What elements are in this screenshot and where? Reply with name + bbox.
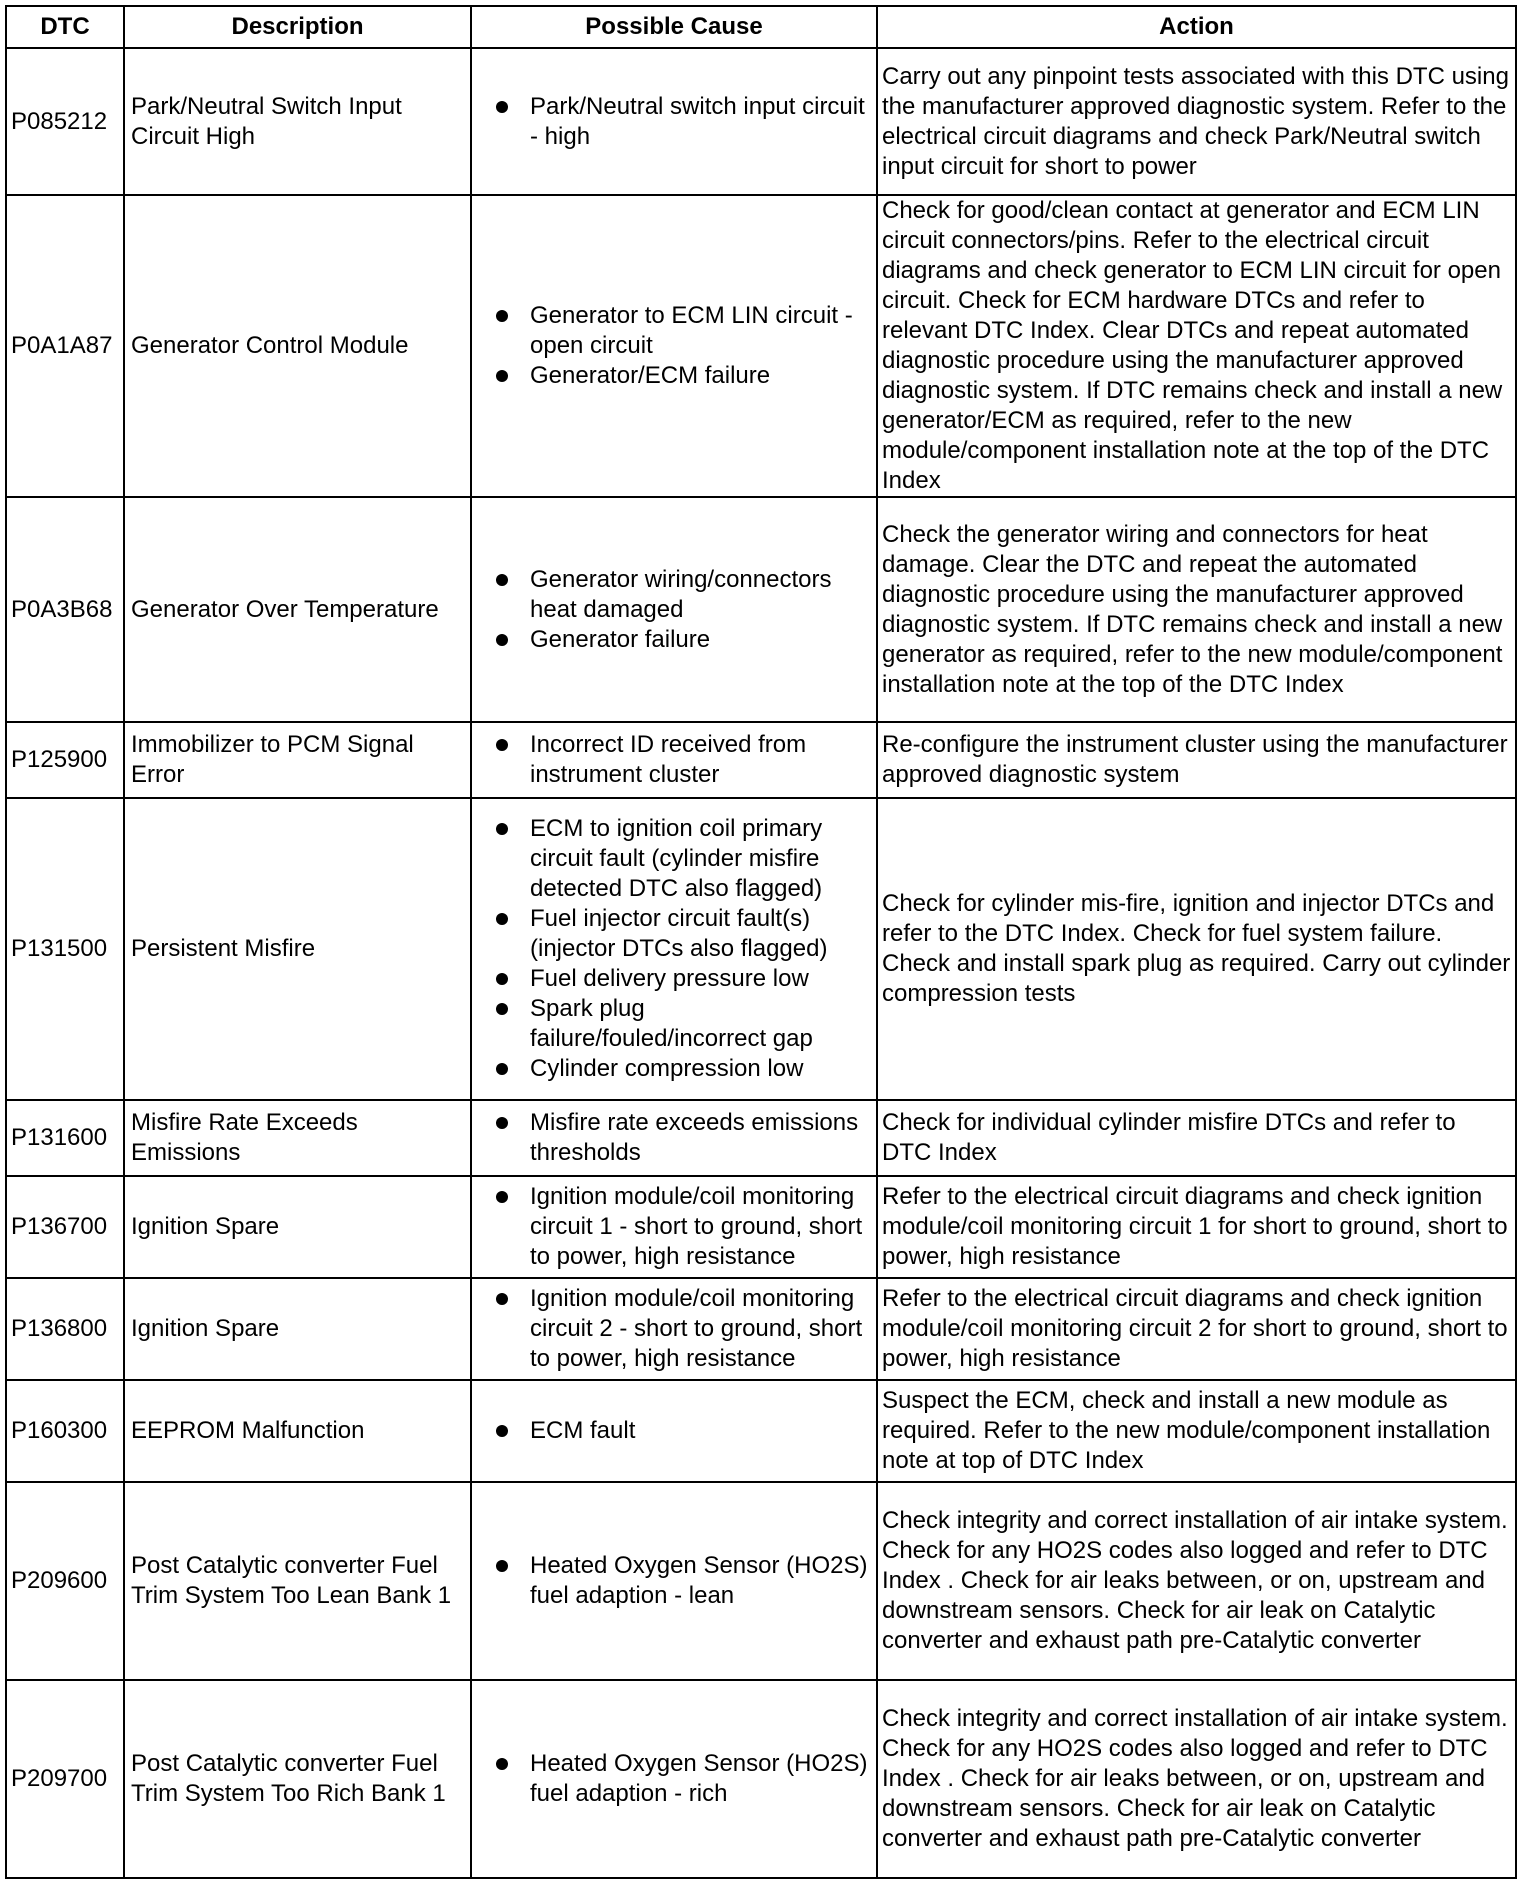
cause-list-item: Generator failure [496,625,872,655]
cause-list [476,814,872,1084]
cause-list-item: Ignition module/coil monitoring circuit 1 - short to ground, short to power, high resistance [496,1182,872,1272]
action-text: Refer to the electrical circuit diagrams and check ignition module/coil monitoring circuit 1 for short to ground, short to power, high resistance [877,1176,1516,1278]
dtc-description: Post Catalytic converter Fuel Trim System Too Rich Bank 1 [124,1680,471,1878]
header-dtc: DTC [6,6,124,48]
possible-cause-cell [471,1100,877,1176]
cause-list-item: Generator/ECM failure [496,361,872,391]
header-row [6,6,1516,48]
cause-list-item: Generator wiring/connectors heat damaged [496,565,872,625]
cause-list [476,1749,872,1809]
dtc-description: Post Catalytic converter Fuel Trim System Too Lean Bank 1 [124,1482,471,1680]
table-row [6,1278,1516,1380]
header-description: Description [124,6,471,48]
dtc-description: Immobilizer to PCM Signal Error [124,722,471,798]
table-row [6,497,1516,722]
header-action: Action [877,6,1516,48]
cause-list-item: Incorrect ID received from instrument cluster [496,730,872,790]
cause-list-item: ECM fault [496,1416,872,1446]
dtc-code: P131600 [6,1100,124,1176]
cause-list [476,301,872,391]
table-row [6,1176,1516,1278]
possible-cause-cell [471,1482,877,1680]
action-text: Re-configure the instrument cluster using the manufacturer approved diagnostic system [877,722,1516,798]
cause-list [476,1108,872,1168]
cause-list [476,1284,872,1374]
table-row [6,48,1516,195]
possible-cause-cell [471,722,877,798]
action-text: Suspect the ECM, check and install a new module as required. Refer to the new module/component installation note at top of DTC Index [877,1380,1516,1482]
possible-cause-cell [471,1176,877,1278]
table-row [6,798,1516,1100]
dtc-code: P209700 [6,1680,124,1878]
action-text: Check for cylinder mis-fire, ignition and injector DTCs and refer to the DTC Index. Check for fuel system failure. Check and install spark plug as required. Carry out cylinder compression tests [877,798,1516,1100]
action-text: Check the generator wiring and connectors for heat damage. Clear the DTC and repeat the automated diagnostic procedure using the manufacturer approved diagnostic system. If DTC remains check and install a new generator as required, refer to the new module/component installation note at the top of the DTC Index [877,497,1516,722]
action-text: Check for good/clean contact at generator and ECM LIN circuit connectors/pins. Refer to the electrical circuit diagrams and check generator to ECM LIN circuit for open circuit. Check for ECM hardware DTCs and refer to relevant DTC Index. Clear DTCs and repeat automated diagnostic procedure using the manufacturer approved diagnostic system. If DTC remains check and install a new generator/ECM as required, refer to the new module/component installation note at the top of the DTC Index [877,195,1516,497]
dtc-description: Ignition Spare [124,1278,471,1380]
dtc-code: P131500 [6,798,124,1100]
dtc-code: P209600 [6,1482,124,1680]
dtc-code: P160300 [6,1380,124,1482]
possible-cause-cell [471,1278,877,1380]
dtc-code: P136800 [6,1278,124,1380]
action-text: Check for individual cylinder misfire DTCs and refer to DTC Index [877,1100,1516,1176]
cause-list [476,565,872,655]
cause-list [476,92,872,152]
cause-list-item: Misfire rate exceeds emissions thresholds [496,1108,872,1168]
cause-list [476,1551,872,1611]
header-possible-cause: Possible Cause [471,6,877,48]
dtc-description: Park/Neutral Switch Input Circuit High [124,48,471,195]
dtc-description: Generator Over Temperature [124,497,471,722]
cause-list-item: Ignition module/coil monitoring circuit 2 - short to ground, short to power, high resistance [496,1284,872,1374]
dtc-description: Persistent Misfire [124,798,471,1100]
dtc-code: P136700 [6,1176,124,1278]
cause-list-item: ECM to ignition coil primary circuit fault (cylinder misfire detected DTC also flagged) [496,814,872,904]
cause-list [476,730,872,790]
action-text: Carry out any pinpoint tests associated with this DTC using the manufacturer approved diagnostic system. Refer to the electrical circuit diagrams and check Park/Neutral switch input circuit for short to power [877,48,1516,195]
cause-list-item: Spark plug failure/fouled/incorrect gap [496,994,872,1054]
cause-list-item: Park/Neutral switch input circuit - high [496,92,872,152]
possible-cause-cell [471,1680,877,1878]
cause-list-item: Generator to ECM LIN circuit - open circuit [496,301,872,361]
dtc-description: Ignition Spare [124,1176,471,1278]
possible-cause-cell [471,497,877,722]
cause-list-item: Cylinder compression low [496,1054,872,1084]
cause-list [476,1182,872,1272]
dtc-description: Generator Control Module [124,195,471,497]
dtc-code: P125900 [6,722,124,798]
cause-list-item: Heated Oxygen Sensor (HO2S) fuel adaption - lean [496,1551,872,1611]
cause-list-item: Heated Oxygen Sensor (HO2S) fuel adaption - rich [496,1749,872,1809]
table-body [6,48,1516,1878]
dtc-code: P0A1A87 [6,195,124,497]
cause-list [476,1416,872,1446]
dtc-code: P0A3B68 [6,497,124,722]
table-row [6,722,1516,798]
action-text: Refer to the electrical circuit diagrams and check ignition module/coil monitoring circuit 2 for short to ground, short to power, high resistance [877,1278,1516,1380]
action-text: Check integrity and correct installation of air intake system. Check for any HO2S codes also logged and refer to DTC Index . Check for air leaks between, or on, upstream and downstream sensors. Check for air leak on Catalytic converter and exhaust path pre-Catalytic converter [877,1482,1516,1680]
cause-list-item: Fuel injector circuit fault(s) (injector DTCs also flagged) [496,904,872,964]
table-row [6,1380,1516,1482]
table-row [6,1680,1516,1878]
dtc-code: P085212 [6,48,124,195]
table-row [6,1482,1516,1680]
possible-cause-cell [471,195,877,497]
cause-list-item: Fuel delivery pressure low [496,964,872,994]
dtc-description: EEPROM Malfunction [124,1380,471,1482]
possible-cause-cell [471,798,877,1100]
table-row [6,195,1516,497]
possible-cause-cell [471,48,877,195]
dtc-description: Misfire Rate Exceeds Emissions [124,1100,471,1176]
table-row [6,1100,1516,1176]
possible-cause-cell [471,1380,877,1482]
dtc-table [5,5,1517,1879]
action-text: Check integrity and correct installation of air intake system. Check for any HO2S codes also logged and refer to DTC Index . Check for air leaks between, or on, upstream and downstream sensors. Check for air leak on Catalytic converter and exhaust path pre-Catalytic converter [877,1680,1516,1878]
